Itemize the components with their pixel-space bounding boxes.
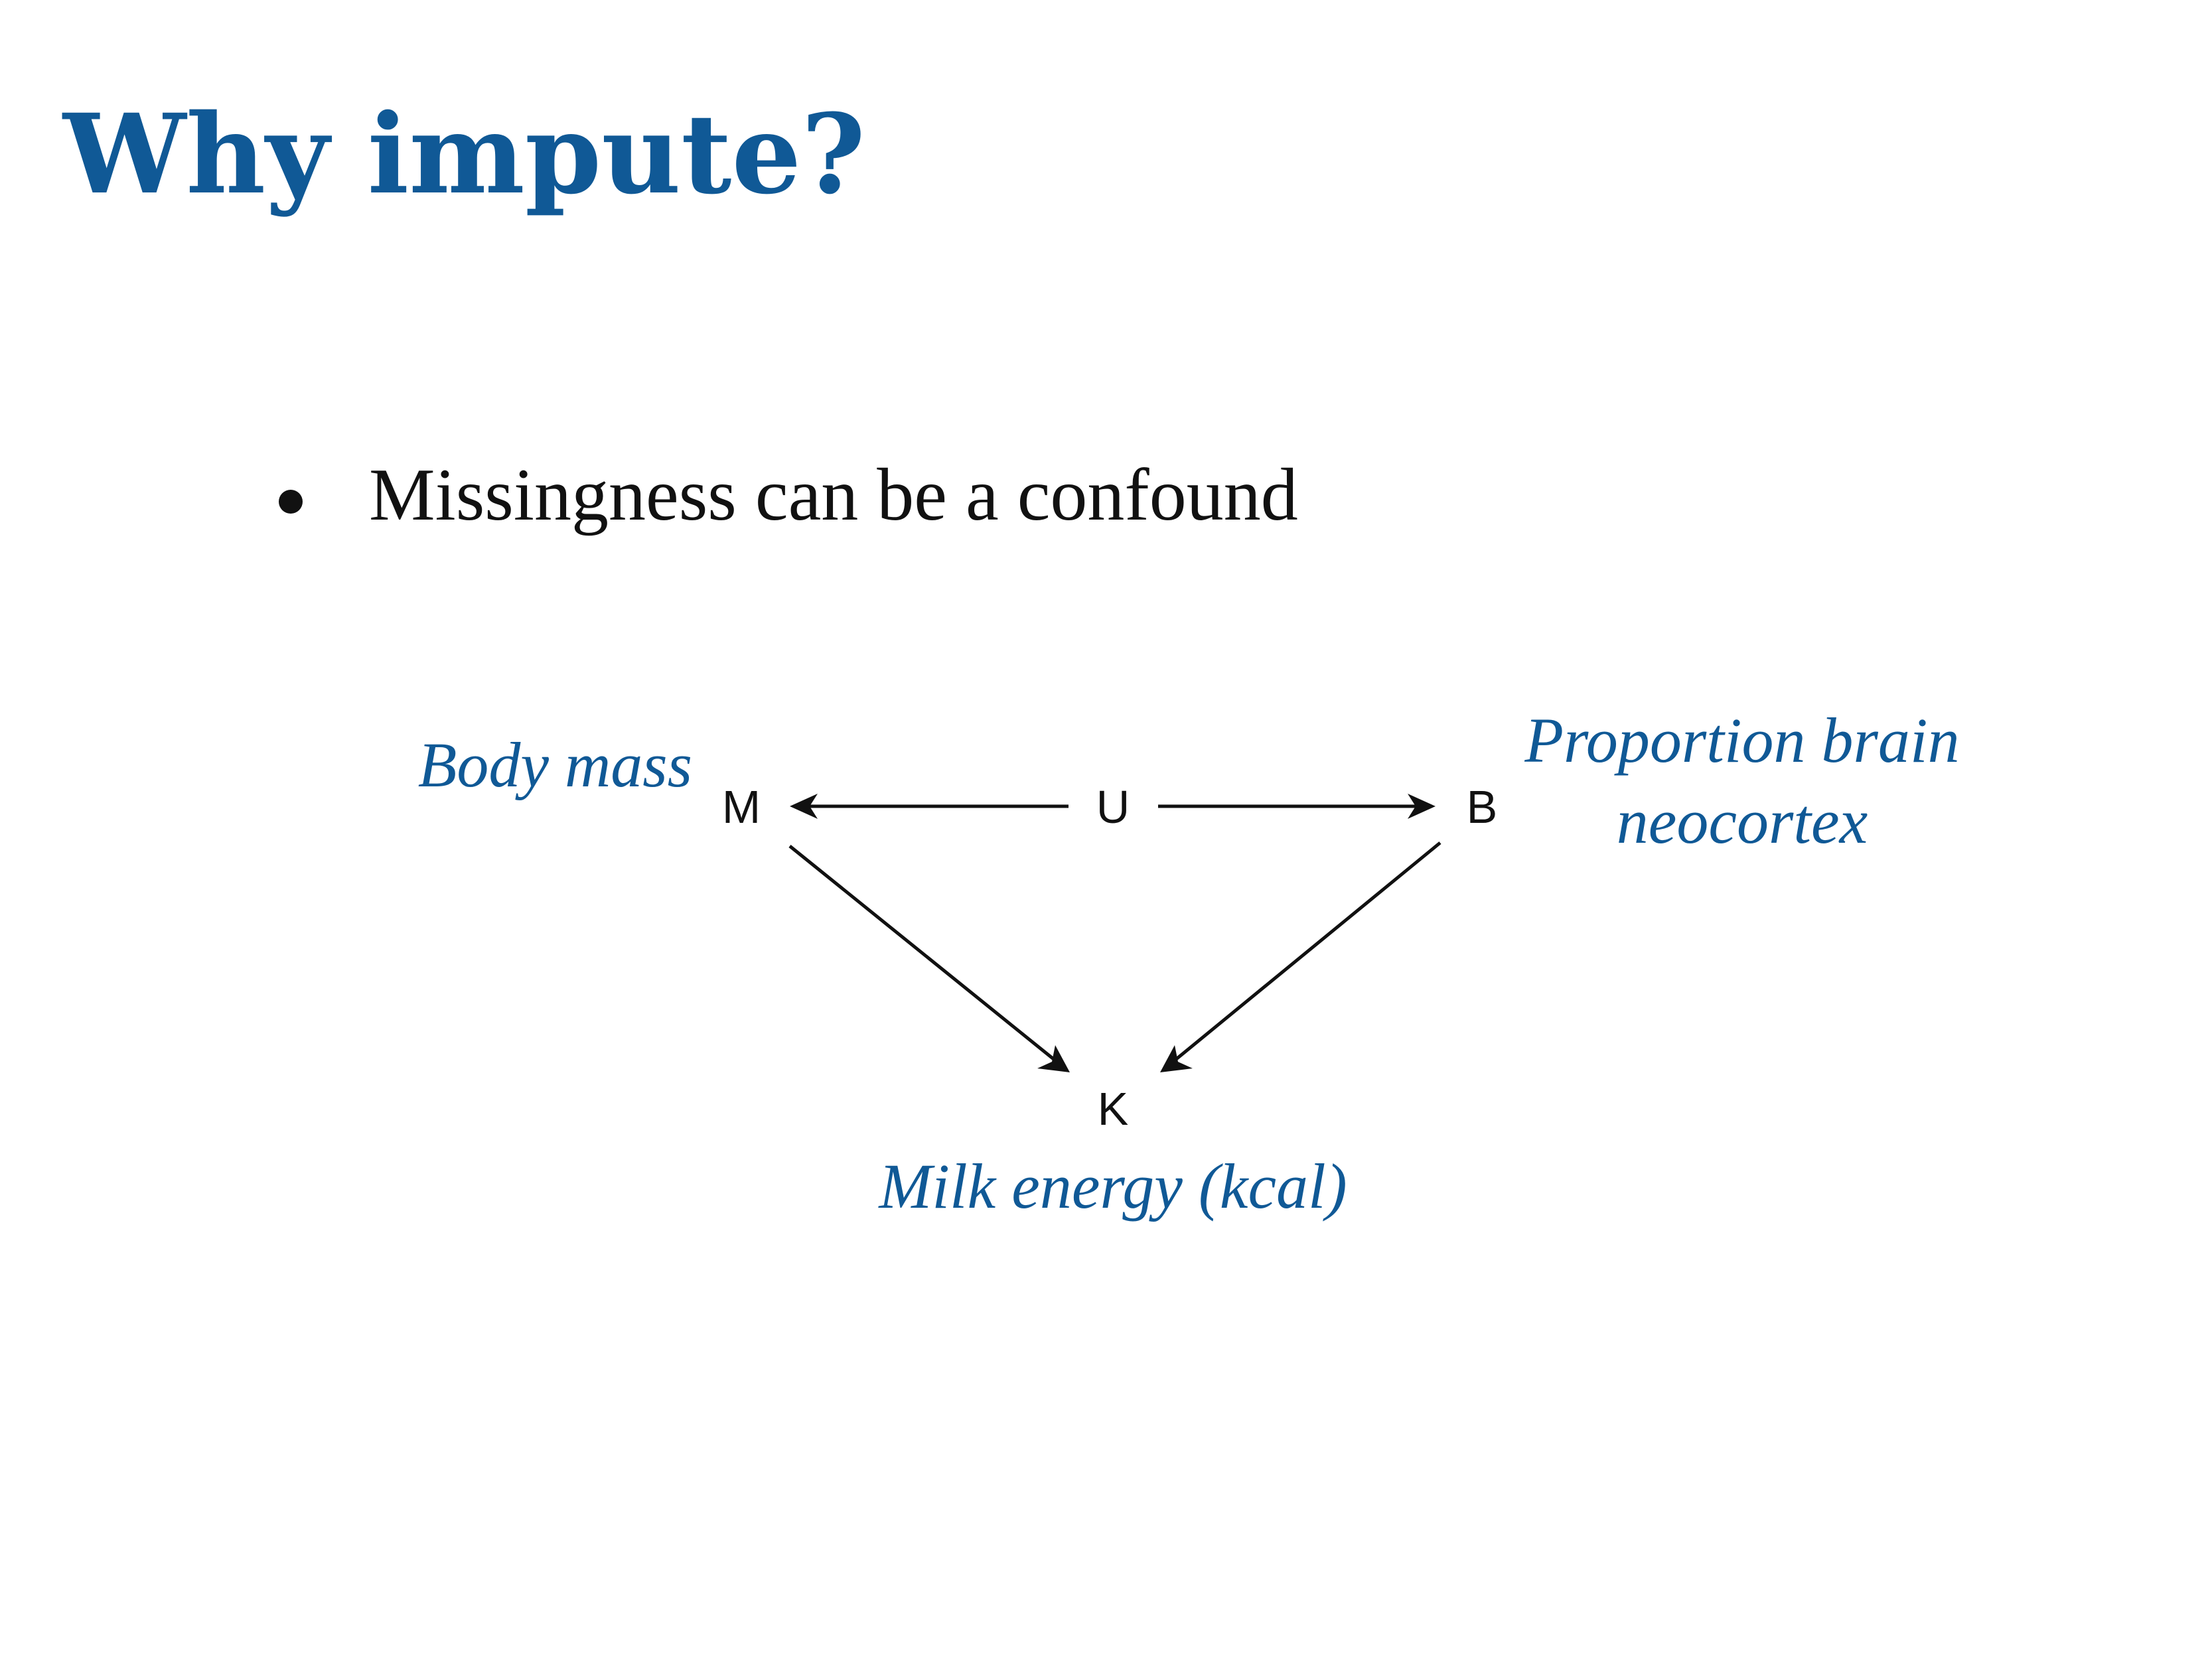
label-neocortex: neocortex [1616,786,1868,857]
node-k: K [1097,1083,1129,1135]
edge-b-to-k [1171,843,1440,1063]
dag-edges [790,794,1440,1072]
label-milk-energy: Milk energy (kcal) [879,1151,1347,1222]
node-b: B [1466,781,1498,833]
slide-title: Why impute? [63,90,866,218]
bullet-text: Missingness can be a confound [369,454,1298,536]
edge-m-to-k [790,846,1059,1063]
node-u: U [1096,781,1130,833]
node-m: M [721,781,761,833]
label-body-mass: Body mass [417,729,692,800]
label-proportion-brain: Proportion brain [1524,705,1960,776]
